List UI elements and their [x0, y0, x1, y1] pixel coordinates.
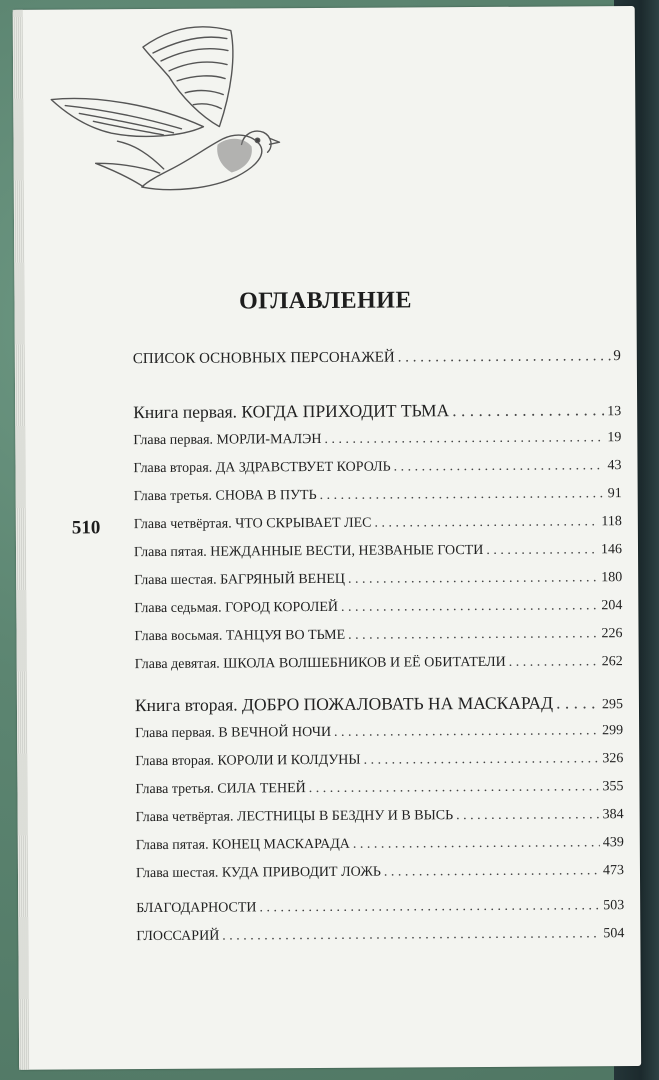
- leader-dots: [341, 598, 598, 616]
- toc-entry-label: Глава девятая. ШКОЛА ВОЛШЕБНИКОВ И ЕЁ ОБИТАТЕЛИ: [134, 654, 506, 673]
- toc-entry-chapter: [134, 598, 622, 617]
- toc-entry-page: 13: [607, 404, 622, 420]
- toc-entry-chapter: [136, 863, 624, 882]
- toc-entry-label: Глава восьмая. ТАНЦУЯ ВО ТЬМЕ: [134, 627, 346, 645]
- toc-entry-chapter: [133, 430, 621, 449]
- toc-entry-label: ГЛОССАРИЙ: [136, 928, 220, 945]
- toc-entry-page: 299: [602, 723, 624, 739]
- toc-entry-chapter: [135, 723, 623, 742]
- toc-entry-page: 204: [601, 598, 623, 614]
- toc-entry-page: 295: [601, 697, 624, 713]
- book-page: [13, 6, 641, 1070]
- toc-entry-acknowledgements: [136, 898, 624, 917]
- toc-entry-chapter: [135, 779, 623, 798]
- toc-entry-characters: [133, 348, 621, 368]
- toc-entry-page: 19: [607, 430, 622, 446]
- toc-entry-label: Глава четвёртая. ЛЕСТНИЦЫ В БЕЗДНУ И В ВЫСЬ: [135, 808, 454, 826]
- leader-dots: [324, 430, 604, 448]
- toc-entry-label: Глава пятая. НЕЖДАННЫЕ ВЕСТИ, НЕЗВАНЫЕ ГОСТИ: [133, 542, 484, 561]
- leader-dots: [348, 570, 598, 588]
- toc-entry-page: 262: [601, 654, 623, 670]
- toc-entry-label: СПИСОК ОСНОВНЫХ ПЕРСОНАЖЕЙ: [132, 349, 395, 368]
- swallow-bird-icon: [31, 16, 282, 208]
- toc-entry-label: Глава вторая. КОРОЛИ И КОЛДУНЫ: [135, 752, 361, 770]
- toc-entry-page: 43: [607, 458, 622, 474]
- leader-dots: [320, 486, 605, 504]
- toc-entry-label: Глава шестая. БАГРЯНЫЙ ВЕНЕЦ: [134, 571, 346, 589]
- toc-entry-page: 439: [602, 835, 624, 851]
- toc-entry-label: Книга первая. КОГДА ПРИХОДИТ ТЬМА: [133, 400, 450, 423]
- leader-dots: [334, 723, 599, 741]
- toc-entry-label: Глава четвёртая. ЧТО СКРЫВАЕТ ЛЕС: [133, 515, 372, 533]
- toc-entry-chapter: [135, 654, 623, 673]
- toc-entry-page: 326: [602, 751, 624, 767]
- toc-entry-label: Глава седьмая. ГОРОД КОРОЛЕЙ: [134, 599, 339, 617]
- toc-entry-chapter: [134, 542, 622, 561]
- toc-entry-book2: [135, 692, 623, 716]
- toc-entry-page: 180: [601, 570, 623, 586]
- toc-entry-chapter: [133, 458, 621, 477]
- toc-entry-page: 355: [602, 779, 624, 795]
- leader-dots: [394, 458, 605, 475]
- page-number: 510: [71, 517, 101, 539]
- toc-entry-chapter: [136, 835, 624, 854]
- toc-entry-label: Глава первая. В ВЕЧНОЙ НОЧИ: [135, 724, 332, 742]
- leader-dots: [456, 807, 600, 824]
- page-title: ОГЛАВЛЕНИЕ: [238, 287, 412, 315]
- toc-entry-page: 91: [607, 486, 622, 502]
- leader-dots: [486, 542, 598, 559]
- leader-dots: [348, 626, 598, 644]
- leader-dots: [374, 514, 598, 531]
- toc-entry-chapter: [134, 486, 622, 505]
- toc-entry-page: 118: [601, 514, 622, 530]
- toc-entry-page: 473: [602, 863, 625, 879]
- toc-entry-label: Глава третья. СИЛА ТЕНЕЙ: [135, 781, 306, 798]
- toc-entry-label: Глава третья. СНОВА В ПУТЬ: [133, 487, 317, 505]
- toc-entry-chapter: [134, 514, 622, 533]
- toc-entry-page: 146: [600, 542, 623, 558]
- toc-entry-page: 503: [603, 898, 625, 914]
- toc-entry-page: 9: [613, 348, 621, 365]
- leader-dots: [556, 692, 599, 713]
- leader-dots: [259, 898, 600, 916]
- toc-entry-label: Глава пятая. КОНЕЦ МАСКАРАДА: [135, 836, 350, 854]
- leader-dots: [452, 399, 604, 421]
- toc-entry-page: 384: [602, 807, 624, 823]
- toc-entry-label: Глава шестая. КУДА ПРИВОДИТ ЛОЖЬ: [135, 864, 381, 882]
- leader-dots: [353, 835, 600, 853]
- toc-entry-chapter: [135, 751, 623, 770]
- leader-dots: [222, 926, 600, 944]
- toc-entry-chapter: [136, 807, 624, 826]
- toc-entry-label: Книга вторая. ДОБРО ПОЖАЛОВАТЬ НА МАСКАРАД: [134, 692, 554, 716]
- leader-dots: [509, 654, 599, 671]
- toc-entry-label: БЛАГОДАРНОСТИ: [136, 900, 257, 917]
- toc-entry-chapter: [134, 570, 622, 589]
- leader-dots: [364, 751, 600, 768]
- toc-entry-book1: [133, 399, 621, 423]
- toc-entry-page: 504: [603, 926, 625, 942]
- leader-dots: [309, 779, 600, 797]
- toc-entry-page: 226: [601, 626, 623, 642]
- toc-entry-label: Глава первая. МОРЛИ-МАЛЭН: [133, 431, 322, 449]
- toc-entry-chapter: [134, 626, 622, 645]
- leader-dots: [398, 348, 611, 366]
- toc-entry-label: Глава вторая. ДА ЗДРАВСТВУЕТ КОРОЛЬ: [133, 459, 391, 477]
- leader-dots: [384, 863, 600, 880]
- toc-entry-glossary: [136, 926, 624, 945]
